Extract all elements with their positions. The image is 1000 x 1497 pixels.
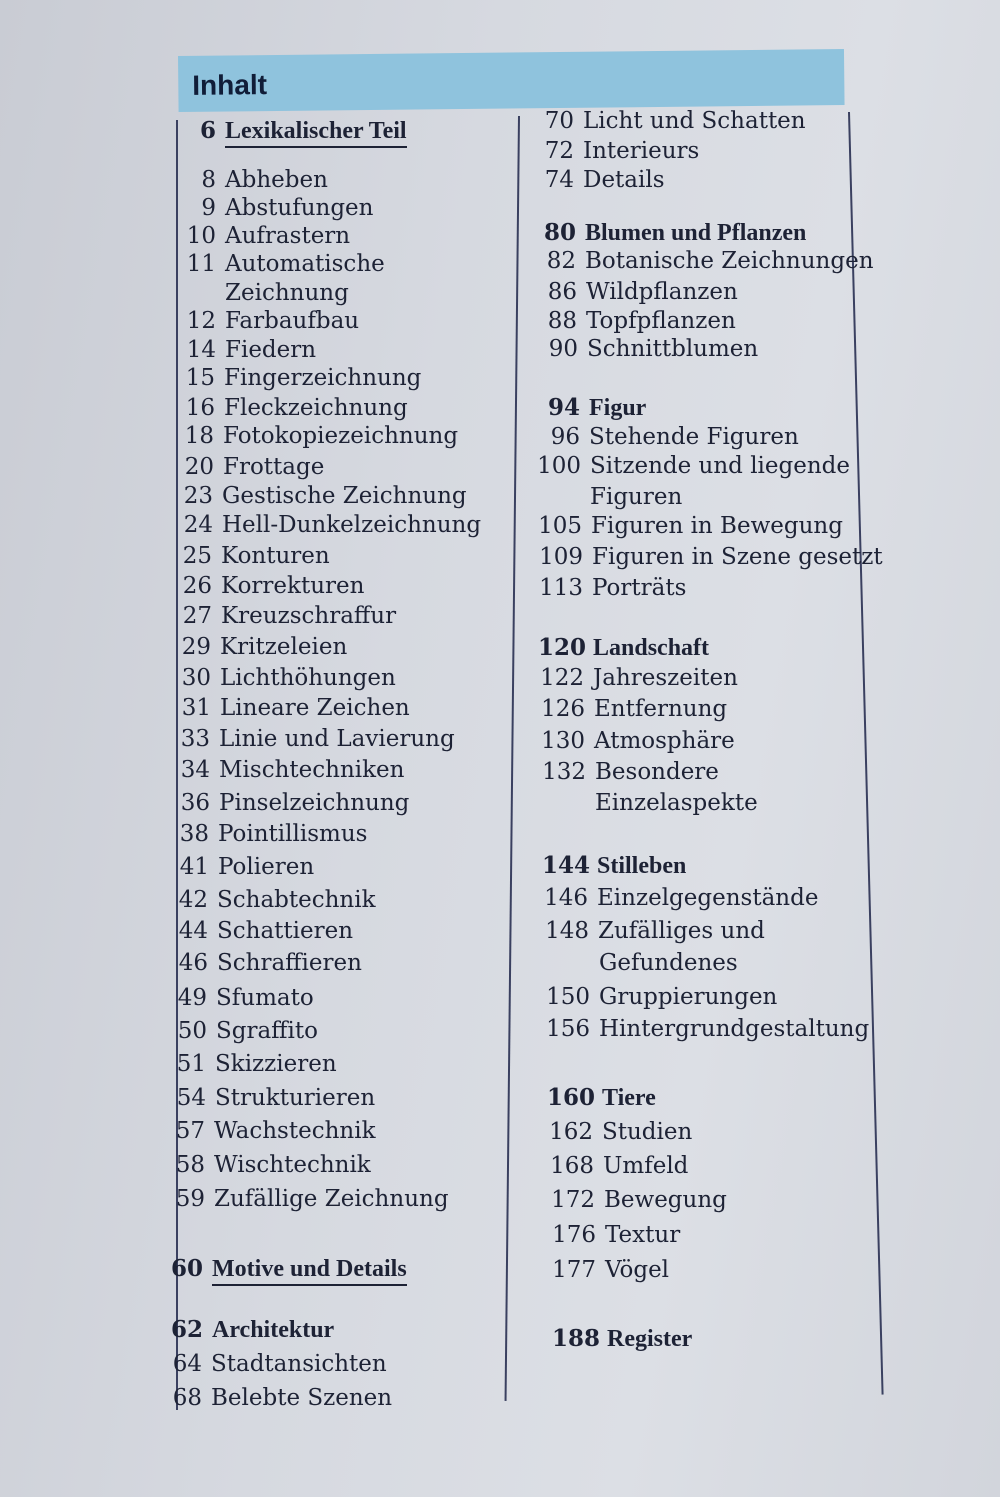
toc-entry-label: Schabtechnik [217,887,376,913]
toc-page-number: 82 [546,248,576,274]
toc-entry-label: Botanische Zeichnungen [585,248,874,274]
toc-entry [552,1326,692,1352]
page-title: Inhalt [192,69,268,101]
toc-entry-label: Porträts [592,575,687,601]
toc-entry [547,1085,656,1111]
toc-page-number: 46 [178,950,208,976]
toc-page-number: 120 [538,634,587,661]
toc-page-number: 148 [545,918,589,944]
toc-entry [538,665,738,691]
toc-page-number: 172 [551,1187,595,1213]
toc-entry-label: Atmosphäre [594,728,735,754]
toc-entry-label: Automatische [225,251,385,277]
toc-entry-label: Polieren [218,854,315,880]
toc-entry [528,138,699,164]
toc-page-number: 38 [179,821,209,847]
toc-page-number: 50 [177,1018,207,1044]
toc-entry-label: Skizzieren [215,1051,337,1077]
toc-entry-label: Linie und Lavierung [219,726,455,752]
toc-entry-label: Architektur [212,1317,335,1343]
toc-entry-label: Figur [589,395,647,421]
toc-page-number: 41 [179,854,209,880]
toc-entry-label: Einzelaspekte [595,790,758,816]
toc-entry [534,395,646,421]
toc-entry [169,1186,449,1212]
toc-entry [176,573,364,599]
toc-entry [176,603,396,629]
toc-page-number: 11 [186,251,216,277]
toc-page-number: 68 [172,1385,202,1411]
toc-page-number: 57 [175,1118,205,1144]
toc-entry-label: Einzelgegenstände [597,885,819,911]
toc-entry [174,726,455,752]
toc-entry [172,887,376,913]
toc-page-number: 90 [548,336,578,362]
toc-entry-label: Kreuzschraffur [221,603,397,629]
toc-entry-label: Licht und Schatten [583,108,806,134]
toc-entry-label: Korrekturen [221,573,365,599]
toc-page-number: 6 [199,117,216,144]
toc-entry [549,1187,727,1213]
toc-entry-label: Entfernung [594,696,728,722]
toc-entry-label: Konturen [221,543,330,569]
toc-page-number: 16 [185,395,215,421]
toc-page-number: 10 [186,223,216,249]
toc-entry-label: Fingerzeichnung [224,365,422,391]
toc-page-number: 126 [541,696,585,722]
toc-page-number: 72 [544,138,574,164]
toc-entry-label: Lineare Zeichen [220,695,410,721]
toc-entry [550,1257,669,1283]
toc-entry-label: Sfumato [216,985,314,1011]
toc-entry-label: Lichthöhungen [220,665,396,691]
toc-entry [174,790,409,816]
toc-page-number: 23 [183,483,213,509]
toc-entry-label: Zufälliges und [598,918,765,944]
toc-page-number: 27 [182,603,212,629]
toc-page-number: 70 [544,108,574,134]
toc-page-number: 34 [180,757,210,783]
toc-entry-label: Pinselzeichnung [219,790,410,816]
toc-entry-label: Sgraffito [216,1018,318,1044]
toc-entry [178,454,324,480]
toc-entry [528,108,806,134]
center-column-rule [505,116,520,1401]
toc-entry-label: Frottage [223,454,325,480]
toc-entry [179,395,408,421]
toc-entry-label: Schnittblumen [587,336,759,362]
toc-entry [538,635,709,661]
toc-entry-label: Schattieren [217,918,354,944]
toc-entry-label: Zufällige Zeichnung [214,1186,449,1212]
toc-page-number: 96 [550,424,580,450]
toc-entry [530,220,806,246]
toc-entry [180,195,373,221]
toc-page-number: 105 [538,513,582,539]
toc-entry-label: Topfpflanzen [586,308,736,334]
toc-page-number: 44 [178,918,208,944]
toc-entry-label: Bewegung [604,1187,727,1213]
toc-entry [180,167,328,193]
toc-entry [530,248,874,274]
toc-entry [534,424,799,450]
toc-entry [550,1222,680,1248]
toc-entry-label: Register [607,1326,693,1352]
toc-entry [179,365,421,391]
toc-entry [544,950,738,976]
toc-entry [169,1118,376,1144]
toc-entry-label: Wischtechnik [214,1152,371,1178]
toc-entry-label: Hintergrundgestaltung [599,1016,870,1042]
toc-entry [180,337,316,363]
right-column-rule [848,112,884,1395]
toc-entry [175,634,347,660]
toc-page-number: 20 [184,454,214,480]
toc-page-number: 122 [540,665,584,691]
toc-entry-label: Wildpflanzen [586,279,738,305]
toc-page-number: 29 [181,634,211,660]
toc-page-number: 12 [186,308,216,334]
toc-page-number: 94 [547,394,580,421]
toc-entry-label: Fleckzeichnung [224,395,408,421]
title-bar [178,49,845,112]
toc-entry-label: Strukturieren [215,1085,376,1111]
toc-entry-label: Gefundenes [599,950,738,976]
toc-entry [543,918,765,944]
toc-page-number: 42 [178,887,208,913]
toc-entry [548,1153,688,1179]
toc-entry-label: Figuren in Szene gesetzt [592,544,883,570]
toc-page-number: 168 [550,1153,594,1179]
toc-page-number: 88 [547,308,577,334]
toc-entry [535,484,682,510]
toc-entry-label: Abstufungen [225,195,374,221]
toc-entry [176,543,330,569]
toc-entry [542,885,818,911]
toc-entry [173,821,367,847]
toc-entry-label: Hell-Dunkelzeichnung [222,512,482,538]
toc-entry [544,984,777,1010]
toc-entry [171,1018,318,1044]
toc-entry [547,1119,692,1145]
toc-page-number: 113 [539,575,583,601]
toc-entry [166,1351,387,1377]
toc-page-number: 58 [175,1152,205,1178]
toc-page-number: 36 [180,790,210,816]
toc-page-number: 130 [541,728,585,754]
toc-entry-label: Umfeld [603,1153,689,1179]
toc-entry [167,1256,407,1286]
toc-entry-label: Belebte Szenen [211,1385,393,1411]
toc-entry-label: Textur [605,1222,681,1248]
toc-entry [180,308,359,334]
toc-page-number: 33 [180,726,210,752]
toc-entry-label: Stadtansichten [211,1351,387,1377]
toc-entry [537,575,686,601]
toc-entry-label: Fotokopiezeichnung [223,423,459,449]
toc-entry-label: Pointillismus [218,821,368,847]
toc-entry [537,544,883,570]
toc-entry [166,1385,392,1411]
toc-page-number: 62 [170,1316,203,1343]
toc-page-number: 14 [186,337,216,363]
toc-page-number: 51 [176,1051,206,1077]
toc-entry-label: Vögel [605,1257,670,1283]
toc-page-number: 18 [184,423,214,449]
toc-entry-label: Studien [602,1119,693,1145]
toc-entry-label: Aufrastern [225,223,351,249]
toc-page-number: 15 [185,365,215,391]
toc-page-number: 60 [170,1255,203,1282]
toc-page-number: 100 [537,453,581,479]
toc-entry [542,853,686,879]
toc-entry [180,280,349,306]
toc-entry [170,1051,337,1077]
toc-entry [544,1016,869,1042]
toc-page-number: 59 [175,1186,205,1212]
toc-entry-label: Figuren [590,484,683,510]
toc-page-number: 162 [549,1119,593,1145]
toc-entry-label: Figuren in Bewegung [591,513,843,539]
toc-entry [178,423,458,449]
toc-entry-label: Farbaufbau [225,308,360,334]
toc-page-number: 144 [542,852,591,879]
toc-entry-label: Sitzende und liegende [590,453,851,479]
toc-entry-label: Interieurs [583,138,700,164]
toc-page-number: 54 [176,1085,206,1111]
toc-page-number: 80 [543,219,576,246]
toc-entry-label: Besondere [595,759,719,785]
toc-page-number: 26 [182,573,212,599]
toc-entry-label: Motive und Details [212,1256,407,1286]
toc-entry [170,1085,375,1111]
toc-entry-label: Stehende Figuren [589,424,799,450]
toc-page-number: 177 [552,1257,596,1283]
toc-entry [169,1152,371,1178]
toc-entry [539,696,727,722]
toc-entry [172,950,362,976]
toc-entry-label: Landschaft [593,635,710,661]
toc-entry-label: Jahreszeiten [593,665,738,691]
toc-entry [539,728,735,754]
toc-entry-label: Schraffieren [217,950,362,976]
toc-entry [528,167,665,193]
toc-entry [531,308,736,334]
toc-entry-label: Wachstechnik [214,1118,376,1144]
toc-page-number: 30 [181,665,211,691]
toc-entry [535,453,850,479]
toc-entry-label: Tiere [602,1085,656,1111]
toc-entry [175,695,410,721]
toc-entry-label: Mischtechniken [219,757,405,783]
toc-entry-label: Gruppierungen [599,984,778,1010]
toc-entry-label: Zeichnung [225,280,349,306]
toc-entry [180,118,407,148]
toc-entry [531,279,738,305]
toc-entry [540,790,758,816]
toc-entry [536,513,843,539]
toc-entry [167,1317,334,1343]
toc-entry-label: Kritzeleien [220,634,348,660]
toc-entry-label: Details [583,167,665,193]
toc-entry [171,985,314,1011]
toc-entry [532,336,758,362]
toc-page-number: 24 [183,512,213,538]
toc-entry-label: Blumen und Pflanzen [585,220,807,246]
toc-entry-label: Lexikalischer Teil [225,118,407,148]
toc-page-number: 160 [547,1084,596,1111]
toc-page-number: 132 [542,759,586,785]
toc-page-number: 31 [181,695,211,721]
toc-entry [173,854,314,880]
toc-entry [540,759,719,785]
toc-page-number: 156 [546,1016,590,1042]
toc-page-number: 9 [201,195,216,221]
toc-page-number: 176 [552,1222,596,1248]
toc-entry [174,757,404,783]
toc-entry [177,512,481,538]
toc-page-number: 25 [182,543,212,569]
toc-page-number: 74 [544,167,574,193]
toc-page-number: 188 [552,1325,601,1352]
toc-page-number: 109 [539,544,583,570]
toc-entry [180,251,385,277]
toc-page-number: 8 [201,167,216,193]
toc-page-number: 146 [544,885,588,911]
toc-entry-label: Gestische Zeichnung [222,483,467,509]
toc-entry-label: Stilleben [597,853,687,879]
toc-entry-label: Fiedern [225,337,317,363]
toc-entry [180,223,350,249]
toc-entry [172,918,353,944]
toc-entry [177,483,467,509]
toc-page-number: 64 [172,1351,202,1377]
toc-page-number: 150 [546,984,590,1010]
toc-entry-label: Abheben [225,167,328,193]
toc-page-number: 49 [177,985,207,1011]
toc-page-number: 86 [547,279,577,305]
toc-entry [175,665,396,691]
